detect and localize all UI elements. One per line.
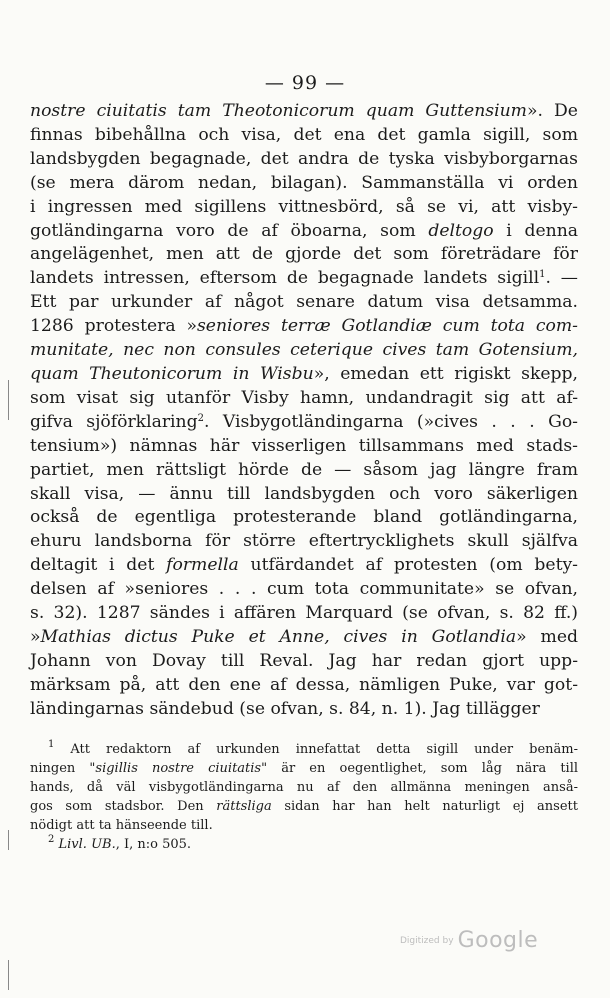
footnote-line: $^1$ Att redaktorn af urkunden innefattat detta sigill under benäm- xyxy=(48,739,578,757)
text-line: Johann von Dovay till Reval. Jag har redan gjort upp- xyxy=(30,650,578,671)
text-line: s. 32). 1287 sändes i affären Marquard (se ofvan, s. 82 ff.) xyxy=(30,603,578,624)
text-line: märksam på, att den ene af dessa, nämligen Puke, var got- xyxy=(30,674,578,695)
text-line: tensium») nämnas här visserligen tillsammans med stads- xyxy=(30,435,578,456)
text-line: Ett par urkunder af något senare datum visa detsamma. xyxy=(30,292,578,313)
text-line: partiet, men rättsligt hörde de — såsom jag längre fram xyxy=(30,459,578,480)
text-line: som visat sig utanför Visby hamn, undandragit sig att af- xyxy=(30,387,578,408)
text-line: ländingarnas sändebud (se ofvan, s. 84, n. 1). Jag tillägger xyxy=(30,698,540,719)
text-line: gotländingarna voro de af öboarna, som deltogo i denna xyxy=(30,220,579,241)
watermark-brand: Google xyxy=(457,928,539,953)
footnote-line: gos som stadsbor. Den rättsliga sidan har han helt naturligt ej ansett xyxy=(30,799,578,814)
footnote-line: $^2$ Livl. UB., I, n:o 505. xyxy=(48,834,192,852)
text-line: landsbygden begagnade, det andra de tyska visbyborgarnas xyxy=(30,148,578,169)
footnote-line: hands, då väl visbygotländingarna nu af den allmänna meningen anså- xyxy=(30,780,578,795)
footnote-line: nödigt att ta hänseende till. xyxy=(30,818,213,833)
text-line: också de egentliga protesterande bland gotländingarna, xyxy=(30,507,578,528)
digitized-watermark xyxy=(400,928,538,953)
text-line: skall visa, — ännu till landsbygden och voro säkerligen xyxy=(30,483,578,504)
text-line: »Mathias dictus Puke et Anne, cives in Gotlandia» med xyxy=(30,626,578,647)
watermark-prefix: Digitized by xyxy=(400,936,454,946)
body-text xyxy=(30,100,578,722)
text-line: quam Theutonicorum in Wisbu», emedan ett rigiskt skepp, xyxy=(30,363,578,384)
margin-mark xyxy=(8,830,9,850)
margin-mark xyxy=(8,960,9,990)
text-line: munitate, nec non consules ceterique cives tam Gotensium, xyxy=(30,340,578,361)
text-line: deltagit i det formella utfärdandet af protesten (om bety- xyxy=(30,555,578,576)
text-line: ehuru landsborna för större eftertrycklighets skull själfva xyxy=(30,531,578,552)
text-line: 1286 protestera »seniores terræ Gotlandiæ cum tota com- xyxy=(30,316,578,337)
footnote-line: ningen "sigillis nostre ciuitatis" är en oegentlighet, som låg nära till xyxy=(30,761,579,776)
text-line: finnas bibehållna och visa, det ena det gamla sigill, som xyxy=(30,124,578,145)
text-line: delsen af »seniores . . . cum tota communitate» se ofvan, xyxy=(30,579,578,600)
text-line: angelägenhet, men att de gjorde det som företrädare för xyxy=(30,244,578,265)
footnotes xyxy=(30,740,578,854)
text-line: nostre ciuitatis tam Theotonicorum quam Guttensium». De xyxy=(30,101,578,121)
text-line: landets intressen, eftersom de begagnade landets sigill$^1$. — xyxy=(30,268,578,289)
margin-mark xyxy=(8,380,9,420)
text-line: gifva sjöförklaring$^2$. Visbygotländingarna (»cives . . . Go- xyxy=(30,411,578,432)
page-number: — 99 — xyxy=(264,72,346,94)
text-line: (se mera därom nedan, bilagan). Sammanställa vi orden xyxy=(30,172,578,193)
text-line: i ingressen med sigillens vittnesbörd, så se vi, att visby- xyxy=(30,196,578,217)
